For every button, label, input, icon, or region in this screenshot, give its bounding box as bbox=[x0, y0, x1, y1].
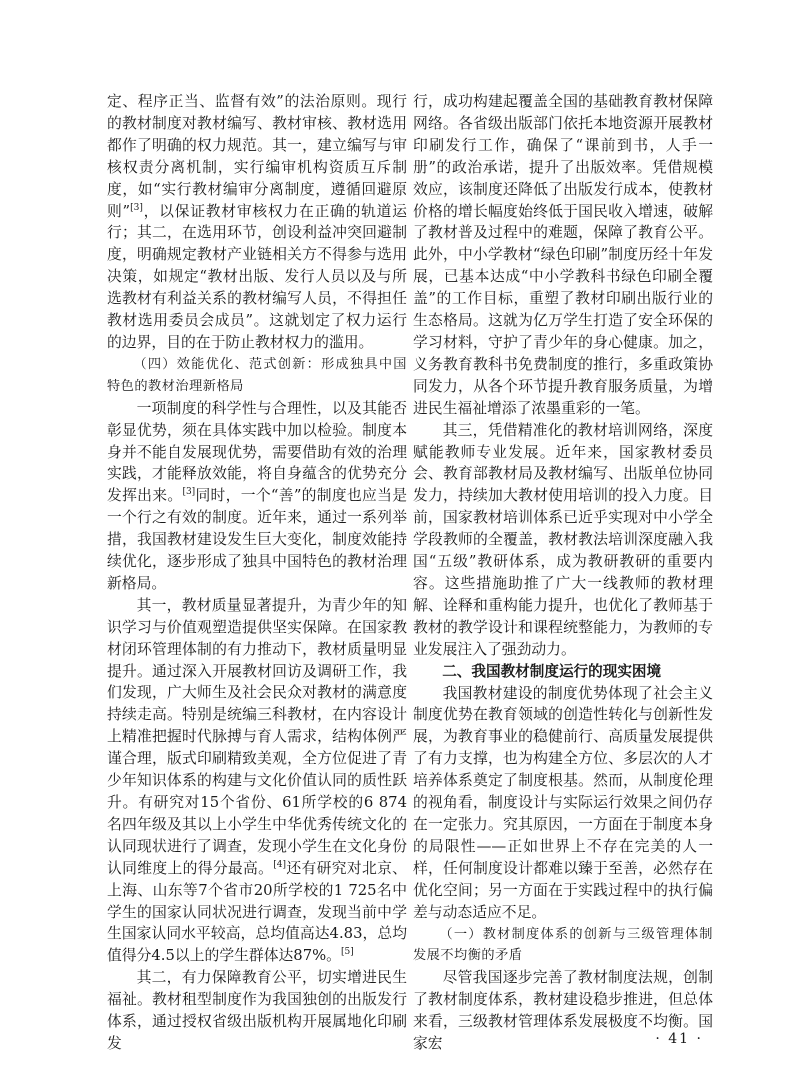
paragraph: 我国教材建设的制度优势体现了社会主义制度优势在教育领域的创造性转化与创新性发展，为教育事业的稳健前行、高质量发展提供了有力支撑，也为构建全方位、多层次的人才培养体系奠定了制度根基。然而，从制度伦理的视角看，制度设计与实际运行效果之间仍存在一定张力。究其原因，一方面在于制度本身的局限性——正如世界上不存在完美的人一样，任何制度设计都难以臻于至善，必然存在优化空间；另一方面在于实践过程中的执行偏差与动态适应不足。 bbox=[413, 684, 713, 921]
citation-ref[interactable]: [5] bbox=[340, 947, 354, 958]
citation-ref[interactable]: [3] bbox=[182, 487, 196, 498]
paragraph bbox=[107, 91, 407, 354]
text-run: 其一，教材质量显著提升，为青少年的知识学习与价值观塑造提供坚实保障。在国家教材闭环管理体制的有力推动下，教材质量明显提升。通过深入开展教材回访及调研工作，我们发现，广大师生及社会民众对教材的满意度持续走高。特别是统编三科教材，在内容设计上精准把握时代脉搏与育人需求，结构体例严谨合理，版式印刷精致美观，全方位促进了青少年知识体系的构建与文化价值认同的质性跃升。有研究对15个省份、61所学校的6 874名四年级及其以上小学生中华优秀传统文化的认同现状进行了调查，发现小学生在文化身份认同维度上的得分最高。 bbox=[107, 596, 407, 877]
paragraph: 其三，凭借精准化的教材培训网络，深度赋能教师专业发展。近年来，国家教材委员会、教育部教材局及教材编写、出版单位协同发力，持续加大教材使用培训的投入力度。目前，国家教材培训体系已近乎实现对中小学全学段教师的全覆盖，教材教法培训深度融入我国“五级”教研体系，成为教研教研的重要内容。这些措施助推了广大一线教师的教材理解、诠释和重构能力提升，也优化了教师基于教材的教学设计和课程统整能力，为教师的专业发展注入了强劲动力。 bbox=[413, 421, 713, 658]
right-column bbox=[413, 91, 713, 1055]
page-number: · 41 · bbox=[655, 1031, 703, 1047]
paragraph bbox=[107, 398, 407, 595]
left-column bbox=[107, 91, 407, 1055]
paragraph: 尽管我国逐步完善了教材制度法规，创制了教材制度体系，教材建设稳步推进，但总体来看，三级教材管理体系发展极度不均衡。国家宏 bbox=[413, 969, 713, 1053]
citation-ref[interactable]: [3] bbox=[130, 202, 143, 213]
text-run: 还有研究对北京、上海、山东等7个省市20所学校的1 725名中学生的国家认同状况进行调查，发现当前中学生国家认同水平较高，总均值高达4.83，总均值得分4.5以上的学生群体达87%。 bbox=[107, 859, 407, 965]
text-run: 定、程序正当、监督有效”的法治原则。现行的教材制度对教材编写、教材审核、教材选用都作了明确的权力规范。其一，建立编写与审核权责分离机制，实行编审机构资质互斥制度，如“实行教材编审分离制度，遵循回避原则” bbox=[107, 93, 407, 220]
text-run: 同时，一个“善”的制度也应当是一个行之有效的制度。近年来，通过一系列举措，我国教材建设发生巨大变化，制度效能持续优化，逐步形成了独具中国特色的教材治理新格局。 bbox=[107, 487, 407, 592]
section-heading: 二、我国教材制度运行的现实困境 bbox=[442, 662, 662, 680]
subsection-heading: （一）教材制度体系的创新与三级管理体制发展不均衡的矛盾 bbox=[413, 926, 713, 964]
citation-ref[interactable]: [4] bbox=[273, 859, 287, 870]
text-run: ，以保证教材审核权力在正确的轨道运行；其二，在选用环节，创设利益冲突回避制度，明确规定教材产业链相关方不得参与选用决策，如规定“教材出版、发行人员以及与所选教材有利益关系的教材编写人员，不得担任教材选用委员会成员”。这就划定了权力运行的边界，目的在于防止教材权力的滥用。 bbox=[107, 202, 407, 351]
paragraph: 行，成功构建起覆盖全国的基础教育教材保障网络。各省级出版部门依托本地资源开展教材印刷发行工作，确保了“课前到书，人手一册”的政治承诺，提升了出版效率。凭借规模效应，该制度还降低了出版发行成本，使教材价格的增长幅度始终低于国民收入增速，破解了教材普及过程中的难题，保障了教育公平。此外，中小学教材“绿色印刷”制度历经十年发展，已基本达成“中小学教科书绿色印刷全覆盖”的工作目标，重塑了教材印刷出版行业的生态格局。这就为亿万学生打造了安全环保的学习材料，守护了青少年的身心健康。加之，义务教育教科书免费制度的推行，多重政策协同发力，从各个环节提升教育服务质量，为增进民生福祉增添了浓墨重彩的一笔。 bbox=[413, 93, 713, 417]
subsection-heading: （四）效能优化、范式创新：形成独具中国特色的教材治理新格局 bbox=[107, 356, 407, 394]
paragraph bbox=[107, 595, 407, 967]
text-run: 一项制度的科学性与合理性，以及其能否彰显优势，须在具体实践中加以检验。制度本身并不能自发展现优势，需要借助有效的治理实践，才能释放效能，将自身蕴含的优势充分发挥出来。 bbox=[107, 399, 407, 505]
paragraph: 其二，有力保障教育公平，切实增进民生福祉。教材租型制度作为我国独创的出版发行体系，通过授权省级出版机构开展属地化印刷发 bbox=[107, 969, 407, 1052]
